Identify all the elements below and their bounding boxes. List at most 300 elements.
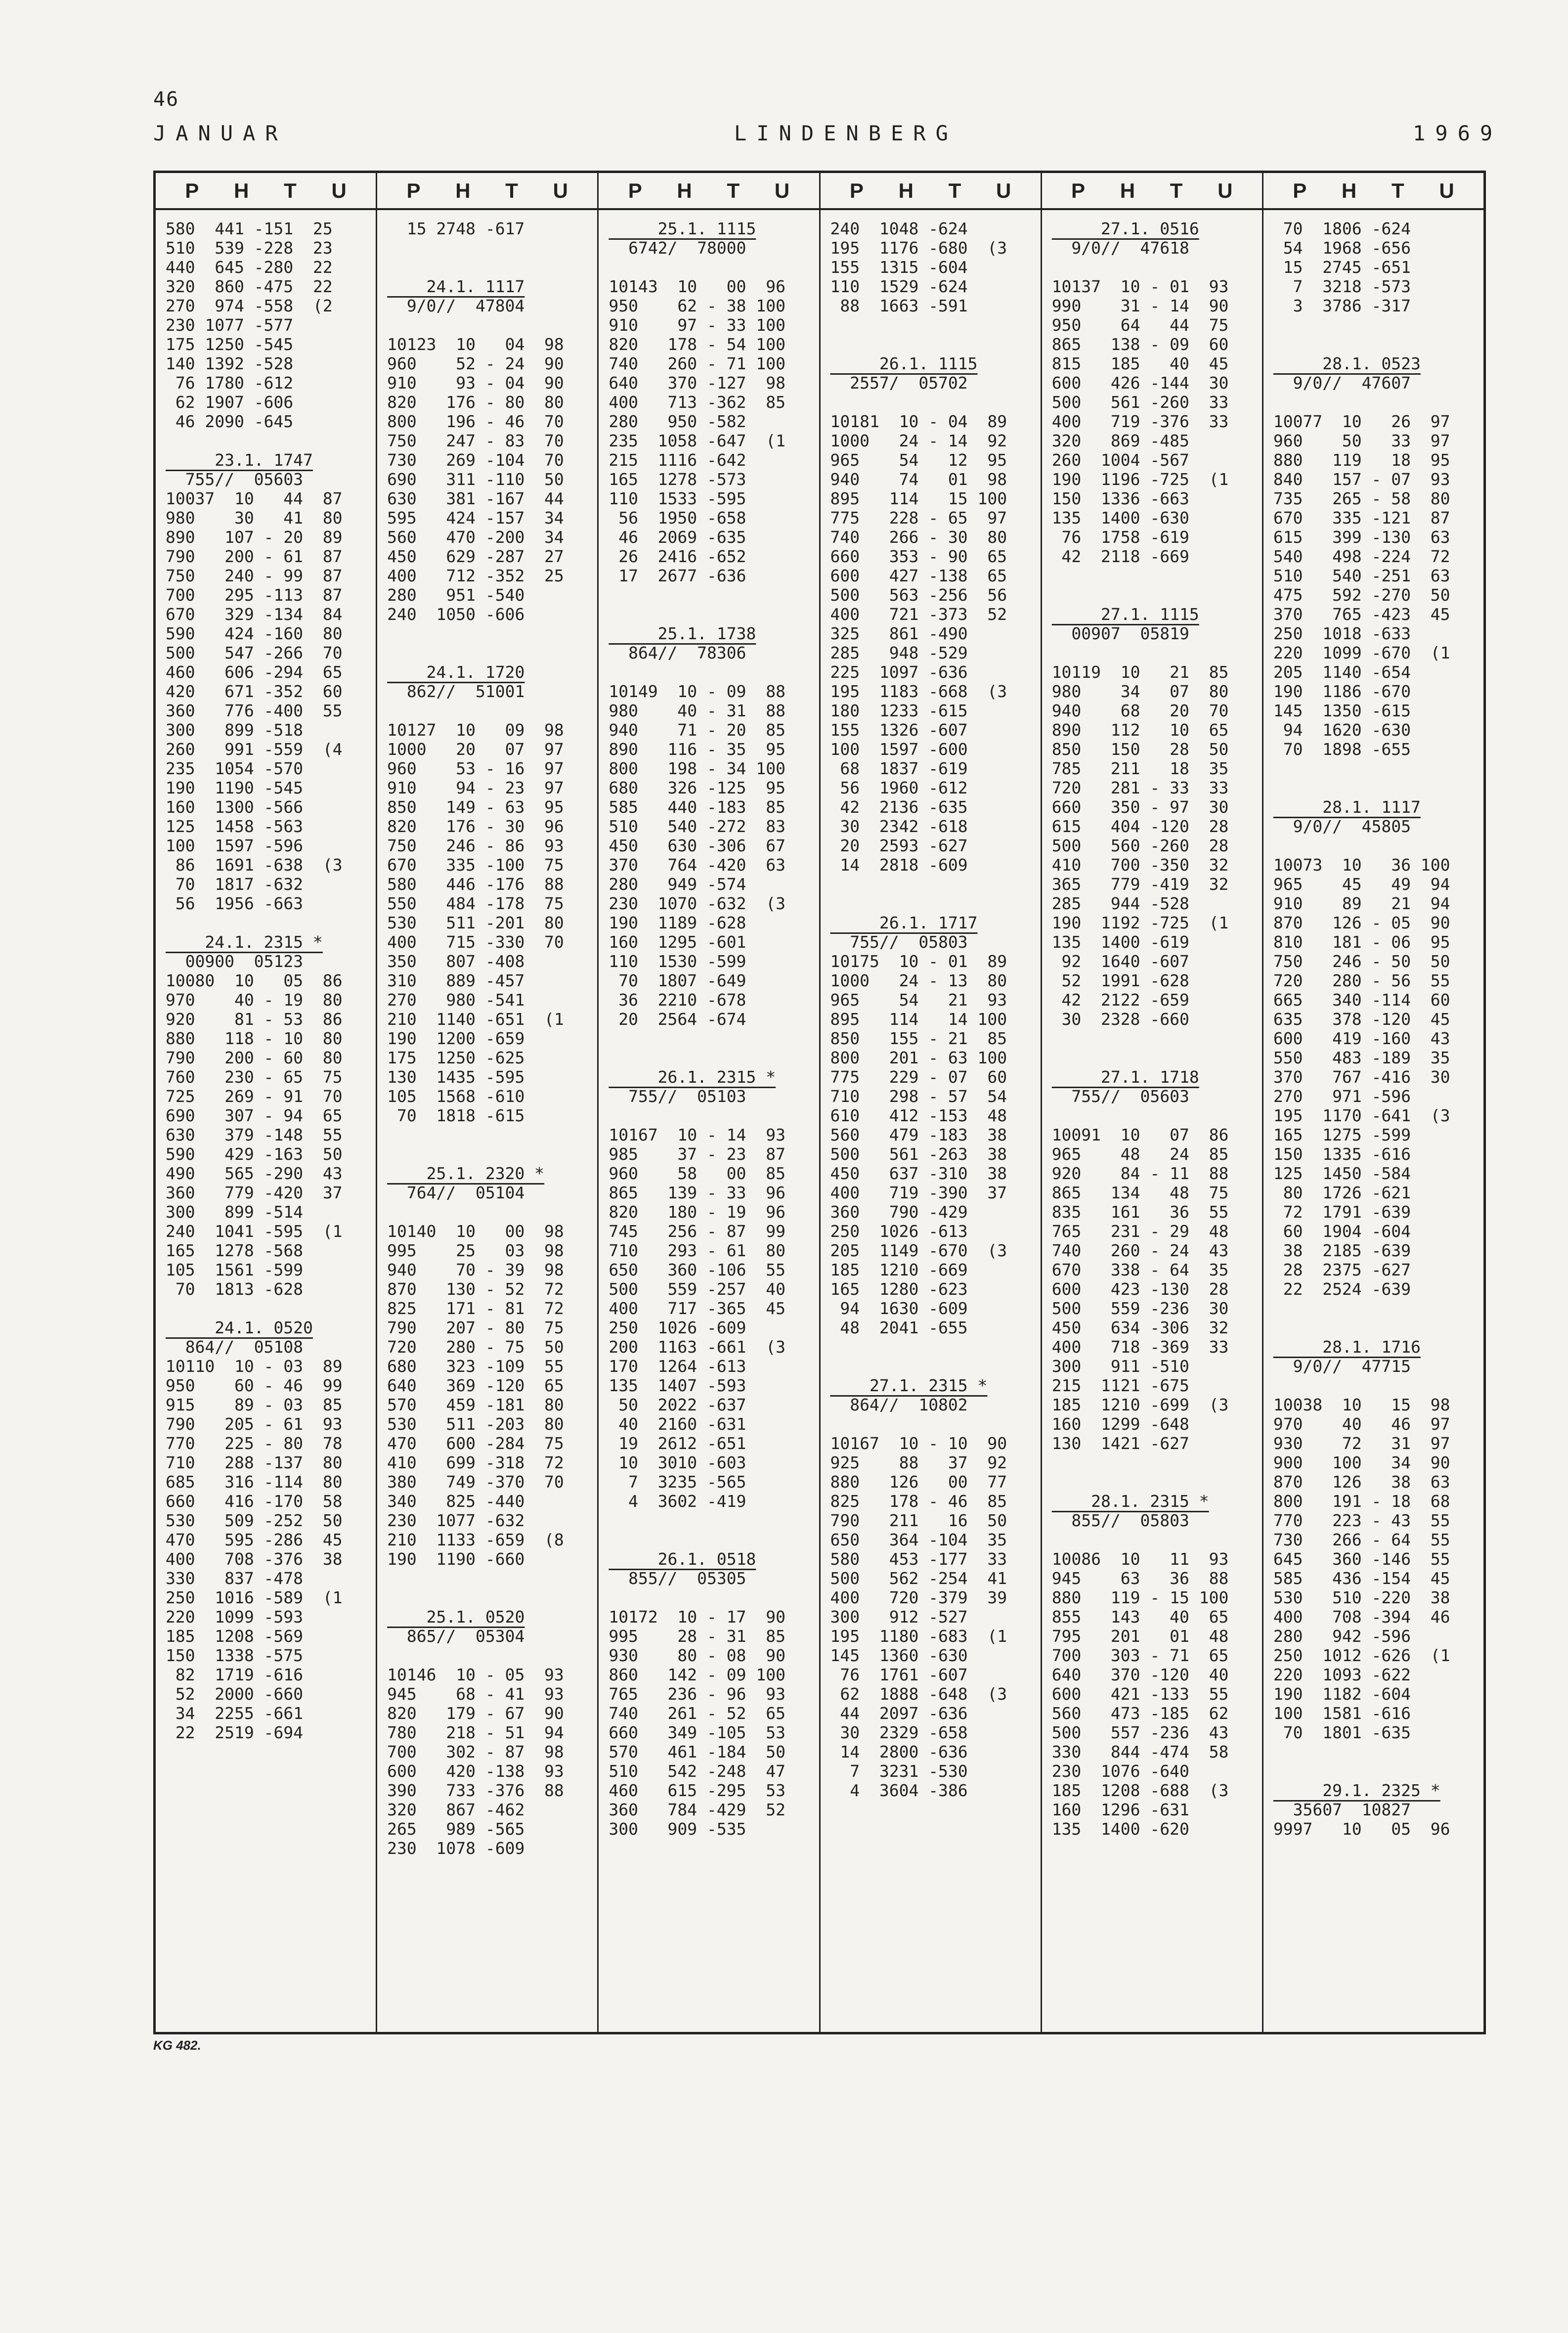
table-row: 38 2185 -639 bbox=[1273, 1241, 1411, 1260]
table-row: 940 70 - 39 98 bbox=[387, 1260, 564, 1279]
table-row: 365 779 -419 32 bbox=[1051, 875, 1229, 894]
table-row: 210 1140 -651 (1 bbox=[387, 1010, 564, 1029]
table-row bbox=[387, 701, 597, 720]
table-row bbox=[1052, 1530, 1262, 1549]
table-row: 110 1533 -595 bbox=[609, 489, 746, 508]
table-row: 470 600 -284 75 bbox=[387, 1434, 564, 1453]
table-row bbox=[1273, 1376, 1483, 1395]
table-row: 920 81 - 53 86 bbox=[166, 1010, 343, 1029]
table-row: 500 557 -236 43 bbox=[1051, 1723, 1229, 1742]
column-header-label: H bbox=[898, 178, 914, 202]
table-row: 10123 10 04 98 bbox=[387, 335, 564, 354]
table-row: 530 510 -220 38 bbox=[1273, 1588, 1450, 1607]
table-row: 30 2328 -660 bbox=[1051, 1010, 1189, 1029]
table-row: 28 2375 -627 bbox=[1273, 1260, 1411, 1279]
table-row: 50 2022 -637 bbox=[609, 1395, 746, 1414]
column-header-label: T bbox=[948, 178, 961, 202]
table-row: 10127 10 09 98 bbox=[387, 720, 564, 740]
table-row: 500 563 -256 56 bbox=[830, 585, 1007, 605]
table-row: 400 719 -376 33 bbox=[1051, 412, 1229, 431]
table-row: 890 112 10 65 bbox=[1051, 720, 1229, 740]
table-row: 985 37 - 23 87 bbox=[609, 1144, 785, 1164]
table-row: 135 1400 -619 bbox=[1051, 932, 1189, 952]
table-row: 700 303 - 71 65 bbox=[1051, 1646, 1229, 1665]
table-row: 790 200 - 60 80 bbox=[166, 1048, 343, 1067]
table-row: 790 207 - 80 75 bbox=[387, 1318, 564, 1337]
table-row: 190 1192 -725 (1 bbox=[1051, 913, 1229, 932]
table-row: 862// 51001 bbox=[387, 682, 525, 701]
table-row: 755// 05603 bbox=[166, 470, 304, 489]
table-row: 17 2677 -636 bbox=[609, 566, 746, 585]
table-row: 550 484 -178 75 bbox=[387, 894, 564, 913]
table-row: 970 40 46 97 bbox=[1273, 1414, 1450, 1434]
sounding-title: 26.1. 1717 bbox=[830, 913, 978, 932]
table-row: 700 295 -113 87 bbox=[166, 585, 343, 605]
table-row bbox=[609, 1048, 819, 1067]
table-row: 1000 24 - 13 80 bbox=[830, 971, 1007, 990]
table-row: 950 64 44 75 bbox=[1051, 315, 1229, 335]
sounding-title: 27.1. 0516 bbox=[1051, 219, 1199, 238]
table-row: 6742/ 78000 bbox=[609, 238, 746, 258]
table-row: 280 949 -574 bbox=[609, 875, 746, 894]
table-row: 370 767 -416 30 bbox=[1273, 1067, 1450, 1087]
table-column bbox=[819, 173, 1041, 2032]
table-row bbox=[1052, 258, 1262, 277]
table-row: 820 176 - 30 96 bbox=[387, 817, 564, 836]
table-row bbox=[1052, 566, 1262, 585]
table-row: 600 420 -138 93 bbox=[387, 1761, 564, 1781]
table-row: 990 31 - 14 90 bbox=[1051, 296, 1229, 315]
column-header-label: U bbox=[1439, 178, 1454, 202]
table-row bbox=[609, 662, 819, 682]
table-row: 475 592 -270 50 bbox=[1273, 585, 1450, 605]
table-row: 600 421 -133 55 bbox=[1051, 1684, 1229, 1704]
table-row: 190 1200 -659 bbox=[387, 1029, 525, 1048]
table-row: 660 416 -170 58 bbox=[166, 1492, 343, 1511]
table-row: 190 1196 -725 (1 bbox=[1051, 470, 1229, 489]
table-row bbox=[387, 258, 597, 277]
table-row: 500 562 -254 41 bbox=[830, 1569, 1007, 1588]
table-row: 52 1991 -628 bbox=[1051, 971, 1189, 990]
table-row: 725 269 - 91 70 bbox=[166, 1087, 343, 1106]
table-row: 745 256 - 87 99 bbox=[609, 1222, 785, 1241]
header-station: LINDENBERG bbox=[734, 121, 958, 145]
table-row: 165 1275 -599 bbox=[1273, 1125, 1411, 1144]
table-row: 450 630 -306 67 bbox=[609, 836, 785, 855]
table-row: 510 540 -272 83 bbox=[609, 817, 785, 836]
table-row: 360 779 -420 37 bbox=[166, 1183, 343, 1202]
table-row: 80 1726 -621 bbox=[1273, 1183, 1411, 1202]
table-row bbox=[1273, 759, 1483, 778]
table-row: 10167 10 - 14 93 bbox=[609, 1125, 785, 1144]
table-row: 550 483 -189 35 bbox=[1273, 1048, 1450, 1067]
column-header-label: T bbox=[1391, 178, 1404, 202]
table-row: 960 50 33 97 bbox=[1273, 431, 1450, 450]
table-column bbox=[1041, 173, 1262, 2032]
table-row: 220 1093 -622 bbox=[1273, 1665, 1411, 1684]
table-row: 370 764 -420 63 bbox=[609, 855, 785, 875]
table-row: 240 1041 -595 (1 bbox=[166, 1222, 343, 1241]
table-row: 135 1407 -593 bbox=[609, 1376, 746, 1395]
sounding-title: 26.1. 2315 * bbox=[609, 1067, 776, 1087]
table-row: 250 1026 -613 bbox=[830, 1222, 968, 1241]
table-row: 150 1336 -663 bbox=[1051, 489, 1189, 508]
table-row: 76 1780 -612 bbox=[166, 373, 294, 393]
table-column bbox=[376, 173, 597, 2032]
table-row: 995 25 03 98 bbox=[387, 1241, 564, 1260]
table-row: 215 1121 -675 bbox=[1051, 1376, 1189, 1395]
table-row: 800 196 - 46 70 bbox=[387, 412, 564, 431]
table-row: 500 561 -263 38 bbox=[830, 1144, 1007, 1164]
table-row: 56 1950 -658 bbox=[609, 508, 746, 528]
table-row: 400 708 -376 38 bbox=[166, 1549, 343, 1569]
table-row: 250 1026 -609 bbox=[609, 1318, 746, 1337]
table-row: 915 89 - 03 85 bbox=[166, 1395, 343, 1414]
table-row: 10149 10 - 09 88 bbox=[609, 682, 785, 701]
table-row: 10086 10 11 93 bbox=[1051, 1549, 1229, 1569]
table-row: 300 911 -510 bbox=[1051, 1357, 1189, 1376]
table-row: 42 2136 -635 bbox=[830, 797, 968, 817]
table-row: 690 311 -110 50 bbox=[387, 470, 564, 489]
table-row: 890 107 - 20 89 bbox=[166, 528, 343, 547]
table-row: 9/0// 47715 bbox=[1273, 1357, 1411, 1376]
table-row: 775 229 - 07 60 bbox=[830, 1067, 1007, 1087]
table-row: 325 861 -490 bbox=[830, 624, 968, 643]
column-header bbox=[821, 173, 1041, 210]
table-row: 750 246 - 86 93 bbox=[387, 836, 564, 855]
table-row: 770 225 - 80 78 bbox=[166, 1434, 343, 1453]
table-row: 880 118 - 10 80 bbox=[166, 1029, 343, 1048]
table-row: 22 2524 -639 bbox=[1273, 1279, 1411, 1299]
table-row: 900 100 34 90 bbox=[1273, 1453, 1450, 1472]
table-row: 48 2041 -655 bbox=[830, 1318, 968, 1337]
header-month: JANUAR bbox=[153, 121, 288, 145]
table-row: 400 717 -365 45 bbox=[609, 1299, 785, 1318]
table-row: 510 540 -251 63 bbox=[1273, 566, 1450, 585]
table-row: 70 1898 -655 bbox=[1273, 740, 1411, 759]
table-row: 590 429 -163 50 bbox=[166, 1144, 343, 1164]
table-row: 995 28 - 31 85 bbox=[609, 1627, 785, 1646]
table-row: 92 1640 -607 bbox=[1051, 952, 1189, 971]
table-row: 145 1350 -615 bbox=[1273, 701, 1411, 720]
table-row: 210 1133 -659 (8 bbox=[387, 1530, 564, 1549]
table-row: 635 378 -120 45 bbox=[1273, 1010, 1450, 1029]
table-row: 105 1561 -599 bbox=[166, 1260, 304, 1279]
table-row bbox=[1052, 1453, 1262, 1472]
sounding-title: 27.1. 1115 bbox=[1051, 605, 1199, 624]
column-body bbox=[1263, 210, 1483, 1839]
table-row: 680 323 -109 55 bbox=[387, 1357, 564, 1376]
table-row: 585 440 -183 85 bbox=[609, 797, 785, 817]
column-header-label: T bbox=[505, 178, 518, 202]
table-row: 3 3786 -317 bbox=[1273, 296, 1411, 315]
table-row: 965 54 12 95 bbox=[830, 450, 1007, 470]
table-row: 360 784 -429 52 bbox=[609, 1800, 785, 1819]
sounding-title: 29.1. 2325 * bbox=[1273, 1781, 1440, 1800]
table-row: 270 980 -541 bbox=[387, 990, 525, 1010]
table-row: 560 473 -185 62 bbox=[1051, 1704, 1229, 1723]
table-row: 230 1076 -640 bbox=[1051, 1761, 1189, 1781]
table-row: 220 1099 -593 bbox=[166, 1607, 304, 1627]
table-row bbox=[166, 1299, 376, 1318]
table-row: 410 699 -318 72 bbox=[387, 1453, 564, 1472]
table-row: 215 1116 -642 bbox=[609, 450, 746, 470]
table-row: 10181 10 - 04 89 bbox=[830, 412, 1007, 431]
page-number: 46 bbox=[153, 88, 179, 111]
column-header-label: P bbox=[628, 178, 642, 202]
table-row: 190 1182 -604 bbox=[1273, 1684, 1411, 1704]
table-row: 660 353 - 90 65 bbox=[830, 547, 1007, 566]
table-row bbox=[830, 335, 1041, 354]
table-row: 470 595 -286 45 bbox=[166, 1530, 343, 1549]
table-row: 810 181 - 06 95 bbox=[1273, 932, 1450, 952]
table-row: 125 1450 -584 bbox=[1273, 1164, 1411, 1183]
column-body bbox=[821, 210, 1041, 1800]
table-row: 945 68 - 41 93 bbox=[387, 1684, 564, 1704]
table-row: 340 825 -440 bbox=[387, 1492, 525, 1511]
table-row: 580 446 -176 88 bbox=[387, 875, 564, 894]
table-row bbox=[609, 1530, 819, 1549]
table-row: 70 1818 -615 bbox=[387, 1106, 525, 1125]
table-row: 410 700 -350 32 bbox=[1051, 855, 1229, 875]
column-header-label: H bbox=[677, 178, 692, 202]
table-row: 100 1597 -596 bbox=[166, 836, 304, 855]
table-row bbox=[1273, 315, 1483, 335]
table-row: 710 293 - 61 80 bbox=[609, 1241, 785, 1260]
table-row: 10172 10 - 17 90 bbox=[609, 1607, 785, 1627]
table-row: 870 126 - 05 90 bbox=[1273, 913, 1450, 932]
sounding-title: 26.1. 0518 bbox=[609, 1549, 756, 1569]
table-row: 30 2329 -658 bbox=[830, 1723, 968, 1742]
column-header bbox=[599, 173, 819, 210]
table-row: 10037 10 44 87 bbox=[166, 489, 343, 508]
table-row: 300 899 -518 bbox=[166, 720, 304, 740]
sounding-title: 28.1. 1716 bbox=[1273, 1337, 1421, 1357]
table-row: 850 149 - 63 95 bbox=[387, 797, 564, 817]
column-header-label: U bbox=[774, 178, 790, 202]
table-row: 630 381 -167 44 bbox=[387, 489, 564, 508]
table-row: 864// 10802 bbox=[830, 1395, 968, 1414]
table-row: 460 615 -295 53 bbox=[609, 1781, 785, 1800]
table-row: 865 139 - 33 96 bbox=[609, 1183, 785, 1202]
table-row: 165 1278 -568 bbox=[166, 1241, 304, 1260]
table-row: 15 2748 -617 bbox=[387, 219, 525, 238]
table-row: 615 404 -120 28 bbox=[1051, 817, 1229, 836]
column-header-label: P bbox=[406, 178, 421, 202]
table-row: 15 2745 -651 bbox=[1273, 258, 1411, 277]
table-row: 585 436 -154 45 bbox=[1273, 1569, 1450, 1588]
table-row: 820 178 - 54 100 bbox=[609, 335, 785, 354]
table-row: 640 370 -127 98 bbox=[609, 373, 785, 393]
table-row: 400 713 -362 85 bbox=[609, 393, 785, 412]
table-row: 500 559 -236 30 bbox=[1051, 1299, 1229, 1318]
table-row: 825 178 - 46 85 bbox=[830, 1492, 1007, 1511]
table-row: 180 1233 -615 bbox=[830, 701, 968, 720]
table-row: 135 1400 -620 bbox=[1051, 1819, 1189, 1839]
table-row: 825 171 - 81 72 bbox=[387, 1299, 564, 1318]
table-row: 9997 10 05 96 bbox=[1273, 1819, 1450, 1839]
table-row: 230 1077 -577 bbox=[166, 315, 294, 335]
table-row: 835 161 36 55 bbox=[1051, 1202, 1229, 1222]
table-row: 970 40 - 19 80 bbox=[166, 990, 343, 1010]
table-row: 230 1078 -609 bbox=[387, 1839, 525, 1858]
table-row: 195 1170 -641 (3 bbox=[1273, 1106, 1450, 1125]
table-row bbox=[387, 1646, 597, 1665]
table-row: 220 1099 -670 (1 bbox=[1273, 643, 1450, 662]
table-row: 00907 05819 bbox=[1051, 624, 1189, 643]
table-row: 750 240 - 99 87 bbox=[166, 566, 343, 585]
table-row: 530 511 -203 80 bbox=[387, 1414, 564, 1434]
table-row: 56 1956 -663 bbox=[166, 894, 304, 913]
table-row: 960 58 00 85 bbox=[609, 1164, 785, 1183]
table-row: 965 45 49 94 bbox=[1273, 875, 1450, 894]
table-row: 250 1016 -589 (1 bbox=[166, 1588, 343, 1607]
table-row bbox=[609, 1511, 819, 1530]
table-row: 52 2000 -660 bbox=[166, 1684, 304, 1704]
table-row: 20 2593 -627 bbox=[830, 836, 968, 855]
column-header bbox=[377, 173, 597, 210]
table-row: 19 2612 -651 bbox=[609, 1434, 746, 1453]
table-row bbox=[1052, 585, 1262, 605]
table-row: 815 185 40 45 bbox=[1051, 354, 1229, 373]
table-row bbox=[609, 258, 819, 277]
table-row: 190 1189 -628 bbox=[609, 913, 746, 932]
table-row: 650 360 -106 55 bbox=[609, 1260, 785, 1279]
table-row: 125 1458 -563 bbox=[166, 817, 304, 836]
table-row: 640 369 -120 65 bbox=[387, 1376, 564, 1395]
table-row: 26 2416 -652 bbox=[609, 547, 746, 566]
table-row: 135 1400 -630 bbox=[1051, 508, 1189, 528]
table-row bbox=[609, 605, 819, 624]
table-row: 895 114 15 100 bbox=[830, 489, 1007, 508]
table-row bbox=[387, 1125, 597, 1144]
table-row: 10140 10 00 98 bbox=[387, 1222, 564, 1241]
table-row: 775 228 - 65 97 bbox=[830, 508, 1007, 528]
table-row: 4 3604 -386 bbox=[830, 1781, 968, 1800]
table-row: 870 126 38 63 bbox=[1273, 1472, 1450, 1492]
sounding-title: 24.1. 0520 bbox=[166, 1318, 313, 1337]
table-row: 70 1807 -649 bbox=[609, 971, 746, 990]
table-row bbox=[1052, 1029, 1262, 1048]
table-row: 10175 10 - 01 89 bbox=[830, 952, 1007, 971]
table-row bbox=[387, 643, 597, 662]
table-row: 615 399 -130 63 bbox=[1273, 528, 1450, 547]
table-row bbox=[1273, 1299, 1483, 1318]
table-row: 350 807 -408 bbox=[387, 952, 525, 971]
table-row bbox=[1273, 393, 1483, 412]
sounding-title: 25.1. 1115 bbox=[609, 219, 756, 238]
table-row: 510 542 -248 47 bbox=[609, 1761, 785, 1781]
table-row: 665 340 -114 60 bbox=[1273, 990, 1450, 1010]
table-row: 195 1176 -680 (3 bbox=[830, 238, 1007, 258]
table-row: 570 461 -184 50 bbox=[609, 1742, 785, 1761]
table-row: 110 1529 -624 bbox=[830, 277, 968, 296]
table-row: 400 719 -390 37 bbox=[830, 1183, 1007, 1202]
table-row: 155 1326 -607 bbox=[830, 720, 968, 740]
table-row: 530 511 -201 80 bbox=[387, 913, 564, 932]
table-row: 865 138 - 09 60 bbox=[1051, 335, 1229, 354]
column-header-label: T bbox=[1170, 178, 1183, 202]
table-row: 330 837 -478 bbox=[166, 1569, 304, 1588]
sounding-title: 27.1. 2315 * bbox=[830, 1376, 988, 1395]
table-row bbox=[166, 431, 376, 450]
table-row bbox=[830, 1337, 1041, 1357]
table-row: 600 419 -160 43 bbox=[1273, 1029, 1450, 1048]
table-row: 250 1012 -626 (1 bbox=[1273, 1646, 1450, 1665]
table-row: 400 721 -373 52 bbox=[830, 605, 1007, 624]
table-row: 540 498 -224 72 bbox=[1273, 547, 1450, 566]
table-row: 910 94 - 23 97 bbox=[387, 778, 564, 797]
table-row: 250 1018 -633 bbox=[1273, 624, 1411, 643]
table-row: 62 1888 -648 (3 bbox=[830, 1684, 1007, 1704]
table-row: 685 316 -114 80 bbox=[166, 1472, 343, 1492]
sounding-title: 28.1. 2315 * bbox=[1051, 1492, 1209, 1511]
table-row: 240 1050 -606 bbox=[387, 605, 525, 624]
table-row: 1000 20 07 97 bbox=[387, 740, 564, 759]
table-row: 965 54 21 93 bbox=[830, 990, 1007, 1010]
table-row: 765 236 - 96 93 bbox=[609, 1684, 785, 1704]
table-row bbox=[1273, 1761, 1483, 1781]
table-row: 740 260 - 24 43 bbox=[1051, 1241, 1229, 1260]
table-row: 2557/ 05702 bbox=[830, 373, 968, 393]
table-row: 595 424 -157 34 bbox=[387, 508, 564, 528]
table-row bbox=[387, 315, 597, 335]
table-row: 500 547 -266 70 bbox=[166, 643, 343, 662]
table-row: 100 1597 -600 bbox=[830, 740, 968, 759]
table-row: 400 708 -394 46 bbox=[1273, 1607, 1450, 1627]
table-row: 150 1338 -575 bbox=[166, 1646, 304, 1665]
table-row: 980 34 07 80 bbox=[1051, 682, 1229, 701]
table-row: 150 1335 -616 bbox=[1273, 1144, 1411, 1164]
column-header bbox=[1263, 173, 1483, 210]
table-row: 690 307 - 94 65 bbox=[166, 1106, 343, 1125]
table-row: 7 3231 -530 bbox=[830, 1761, 968, 1781]
table-row: 30 2342 -618 bbox=[830, 817, 968, 836]
table-row: 10110 10 - 03 89 bbox=[166, 1357, 343, 1376]
table-row: 190 1186 -670 bbox=[1273, 682, 1411, 701]
table-row: 980 40 - 31 88 bbox=[609, 701, 785, 720]
table-row: 36 2210 -678 bbox=[609, 990, 746, 1010]
table-row: 730 269 -104 70 bbox=[387, 450, 564, 470]
table-row: 790 211 16 50 bbox=[830, 1511, 1007, 1530]
table-row: 46 2090 -645 bbox=[166, 412, 294, 431]
table-row: 280 951 -540 bbox=[387, 585, 525, 605]
table-row: 160 1300 -566 bbox=[166, 797, 304, 817]
table-row: 800 191 - 18 68 bbox=[1273, 1492, 1450, 1511]
table-row: 44 2097 -636 bbox=[830, 1704, 968, 1723]
table-row: 440 645 -280 22 bbox=[166, 258, 333, 277]
table-row bbox=[609, 1029, 819, 1048]
table-row: 360 790 -429 bbox=[830, 1202, 968, 1222]
table-row: 960 52 - 24 90 bbox=[387, 354, 564, 373]
table-row: 155 1315 -604 bbox=[830, 258, 968, 277]
table-row: 560 470 -200 34 bbox=[387, 528, 564, 547]
column-header-label: H bbox=[1120, 178, 1135, 202]
table-row: 800 201 - 63 100 bbox=[830, 1048, 1007, 1067]
table-row: 42 2118 -669 bbox=[1051, 547, 1189, 566]
table-row: 265 989 -565 bbox=[387, 1819, 525, 1839]
table-row: 450 637 -310 38 bbox=[830, 1164, 1007, 1183]
table-row bbox=[387, 1144, 597, 1164]
table-row bbox=[830, 875, 1041, 894]
table-row: 10038 10 15 98 bbox=[1273, 1395, 1450, 1414]
table-row: 750 246 - 50 50 bbox=[1273, 952, 1450, 971]
table-row: 70 1801 -635 bbox=[1273, 1723, 1411, 1742]
table-row: 764// 05104 bbox=[387, 1183, 525, 1202]
table-row: 68 1837 -619 bbox=[830, 759, 968, 778]
table-row bbox=[1273, 335, 1483, 354]
table-row: 720 281 - 33 33 bbox=[1051, 778, 1229, 797]
